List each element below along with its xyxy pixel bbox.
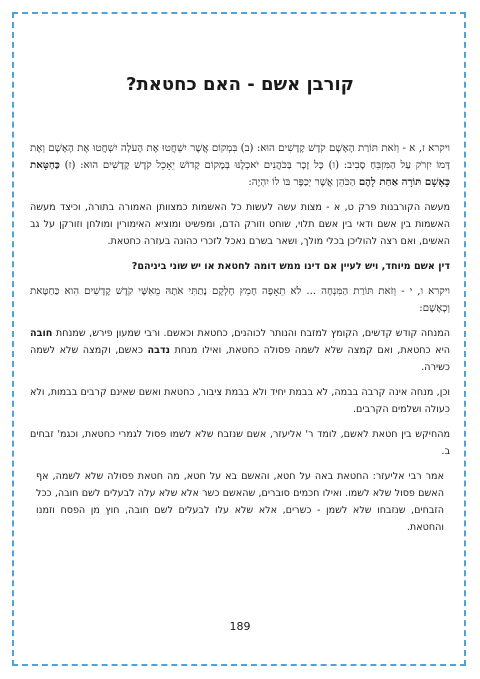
verse-text-end: הַכֹּהֵן אֲשֶׁר יְכַפֶּר בּוֹ לוֹ יִהְיֶה: [248,177,359,188]
question-paragraph: דין אשם מיוחד, ויש לעיין אם דינו ממש דומה לחטאת או יש שוני ביניהם? [131,261,450,272]
verse-vayikra-7 [30,140,450,191]
verse-vayikra-6: ויקרא ו, י - וְזֹאת תּוֹרַת הַמִּנְחָה ... לֹא תֵאָפֶה חָמֵץ חֶלְקָם נָתַתִּי אֹתָהּ מֵאִשָּׁי קֹדֶשׁ קָדָשִׁים הִוא כַּחַטָּאת וְכָאָשָׁם: [30,286,450,314]
page-title: קורבן אשם - האם כחטאת? [126,74,354,95]
mincha-paragraph: המנחה קודש קדשים, הקומץ למזבח והנותר לכוהנים, כחטאת וכאשם. ורבי שמעון פירש, שמנחת חובה היא כחטאת, ואם קמצה שלא לשמה פסולה כחטאת, ואילו מנחת נדבה כאשם, וקמצה שלא לשמה כשירה. [30,328,451,373]
page-body [30,140,450,544]
hekesh-paragraph: מהחיקש בין חטאת לאשם, לומד ר' אליעזר, אשם שנזבח שלא לשמו פסול לגמרי כחטאת, וכגמ' זבחים ב. [30,429,450,457]
nedava-word: נדבה [147,345,170,356]
rambam-paragraph: מעשה הקורבנות פרק ט, א - מצות עשה לעשות כל האשמות כמצוותן האמורה בתורה, וכיצד מעשה האשמות בין אשם ודאי בין אשם תלוי, שוחט וזורק הדם, ומפשיט ומוציא האימורין ומולחן וזורקן על גב האשים, ואם רצה להוליכן בכלי מולך, ושאר בשרם נאכל לזכרי כהונה בעזרה כחטאת. [30,202,450,247]
gemara-quote: אמר רבי אליעזר: החטאת באה על חטא, והאשם בא על חטא, מה חטאת פסולה שלא לשמה, אף האשם פסול שלא לשמו. ואילו חכמים סוברים, שהאשם כשר אלא שלא עלה לבעלים לשם חובה, ככל הזבחים, שנזבחו שלא לשמן - כשרים, אלא שלא עלו לבעלים לשם חובה, חוץ מן הפסח וזמנו והחטאת. [36,471,444,533]
verse-text: ויקרא ז, א - וְזֹאת תּוֹרַת הָאָשָׁם קֹדֶשׁ קָדָשִׁים הוּא: (ב) בִּמְקוֹם אֲשֶׁר יִשְׁחֲטוּ אֶת הָעֹלָה יִשְׁחֲטוּ אֶת הָאָשָׁם וְאֶת דָּמוֹ יִזְרֹק עַל הַמִּזְבֵּחַ סָבִיב: (ו) כָּל זָכָר בַּכֹּהֲנִים יֹאכְלֶנּוּ בְּמָקוֹם קָדוֹשׁ יֵאָכֵל קֹדֶשׁ קָדָשִׁים הוּא: (ז) [30,143,450,171]
page-number: 189 [229,620,251,633]
bama-paragraph: וכן, מנחה אינה קרבה בבמה, לא בבמת יחיד ולא בבמת ציבור, כחטאת ואשם שאינם קרבים בבמות, ולא כעולה ושלמים הקרבים. [30,387,450,415]
verse-bold-phrase: כַּחַטָּאת כָּאָשָׁם תּוֹרָה אַחַת לָהֶם [30,159,450,188]
chova-word: חובה [30,328,53,339]
